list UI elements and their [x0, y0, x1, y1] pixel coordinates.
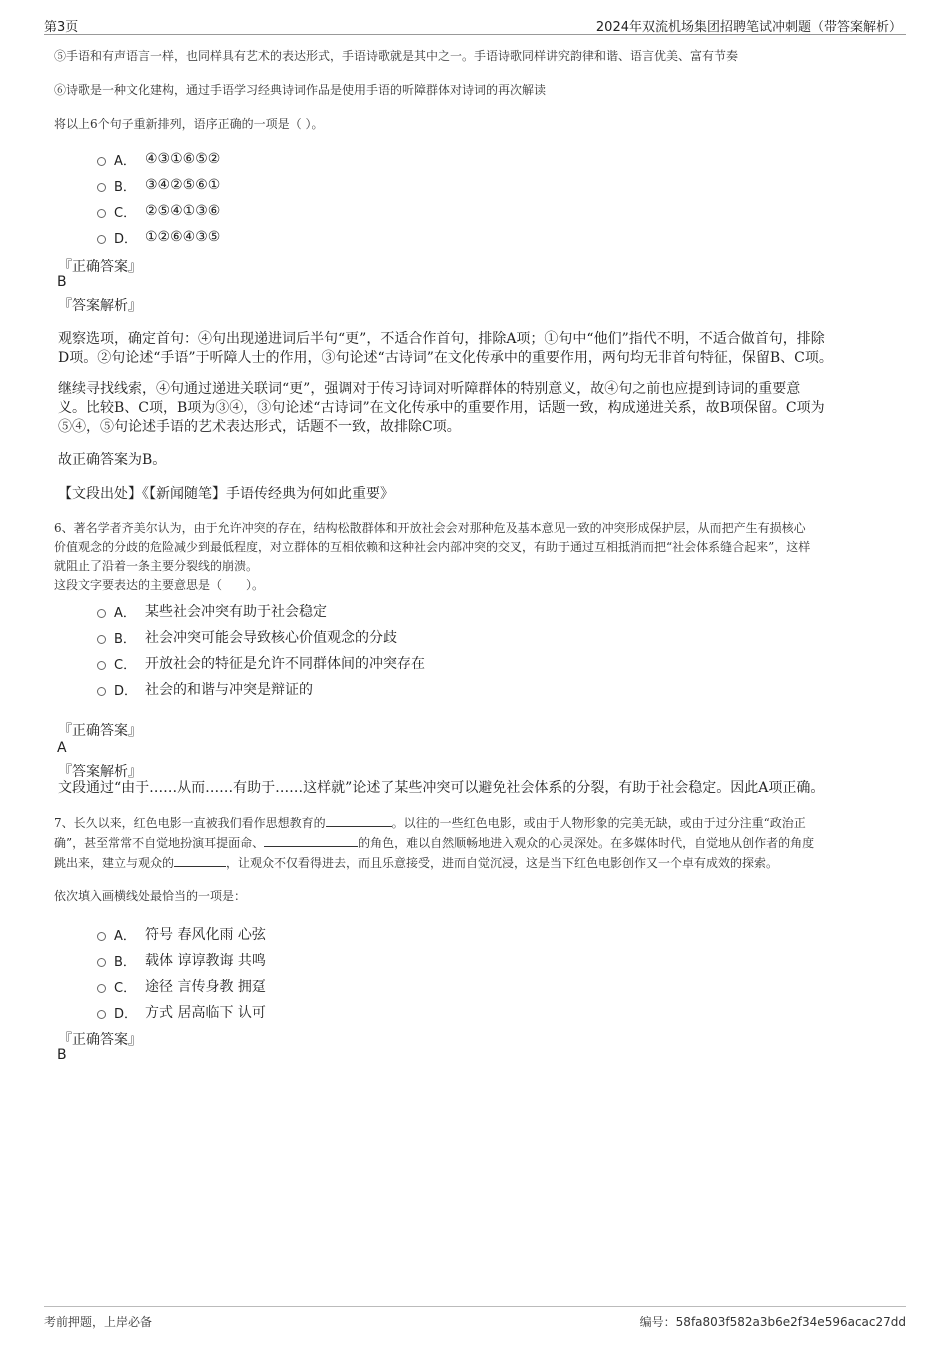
q6-analysis-label: 『答案解析』	[58, 764, 142, 780]
q5-option-c[interactable]	[97, 198, 220, 224]
q7-prompt: 依次填入画横线处最恰当的一项是：	[54, 889, 247, 903]
q7-answer: B	[57, 1047, 67, 1063]
q5-analysis-paragraph-1	[58, 330, 898, 368]
q5-option-d[interactable]	[97, 224, 220, 250]
q7-stem	[54, 813, 902, 873]
radio-icon[interactable]	[97, 235, 106, 244]
radio-icon[interactable]	[97, 958, 106, 967]
code-label: 编号：	[639, 1315, 676, 1329]
q7-option-b[interactable]	[97, 947, 266, 973]
option-text: ④③①⑥⑤②	[145, 151, 221, 167]
text-line: ⑤④，⑤句论述手语的艺术表达形式，话题不一致，故排除C项。	[58, 419, 461, 435]
q5-analysis-paragraph-2	[58, 380, 898, 437]
text-line: 义。比较B、C项，B项为③④，③句论述“古诗词”在文化传承中的重要作用，话题一致，构成递进关系，故B项保留。C项为	[58, 400, 825, 416]
option-letter: B．	[114, 631, 136, 647]
q7-answer-label: 『正确答案』	[58, 1032, 142, 1048]
q6-options	[97, 598, 425, 702]
option-text: ①②⑥④③⑤	[145, 229, 221, 245]
option-text: 方式 居高临下 认可	[145, 1005, 266, 1021]
text-segment: 的角色，难以自然顺畅地进入观众的心灵深处。在多媒体时代，自觉地从创作者的角度	[358, 836, 815, 850]
radio-icon[interactable]	[97, 1010, 106, 1019]
option-text: 社会冲突可能会导致核心价值观念的分歧	[145, 630, 397, 646]
option-text: 载体 谆谆教诲 共鸣	[145, 953, 266, 969]
text-line	[54, 853, 902, 873]
option-letter: B．	[114, 179, 136, 195]
q6-option-b[interactable]	[97, 624, 425, 650]
fill-blank-1	[326, 813, 392, 827]
option-letter: C．	[114, 980, 137, 996]
option-letter: D．	[114, 231, 138, 247]
document-title: 2024年双流机场集团招聘笔试冲刺题（带答案解析）	[595, 20, 902, 35]
q5-options	[97, 146, 220, 250]
q5-analysis-label: 『答案解析』	[58, 298, 142, 314]
option-letter: A．	[114, 928, 136, 944]
radio-icon[interactable]	[97, 157, 106, 166]
q5-option-b[interactable]	[97, 172, 220, 198]
page-footer	[44, 1306, 906, 1329]
footer-slogan: 考前押题，上岸必备	[44, 1315, 153, 1329]
document-code	[640, 1313, 906, 1330]
radio-icon[interactable]	[97, 609, 106, 618]
q5-answer-label: 『正确答案』	[58, 259, 142, 275]
q5-sentence-6: ⑥诗歌是一种文化建构，通过手语学习经典诗词作品是使用手语的听障群体对诗词的再次解读	[54, 83, 547, 97]
q6-option-d[interactable]	[97, 676, 425, 702]
q6-analysis: 文段通过“由于……从而……有助于……这样就”论述了某些冲突可以避免社会体系的分裂，有助于社会稳定。因此A项正确。	[58, 780, 825, 796]
text-line: 价值观念的分歧的危险减少到最低程度，对立群体的互相依赖和这种社会内部冲突的交叉，有助于通过互相抵消而把“社会体系缝合起来”，这样	[54, 540, 811, 554]
radio-icon[interactable]	[97, 984, 106, 993]
radio-icon[interactable]	[97, 661, 106, 670]
q5-sentence-5: ⑤手语和有声语言一样，也同样具有艺术的表达形式，手语诗歌就是其中之一。手语诗歌同样讲究韵律和谐、语言优美、富有节奏	[54, 49, 739, 63]
text-line: 继续寻找线索，④句通过递进关联词“更”，强调对于传习诗词对听障群体的特别意义，故④句之前也应提到诗词的重要意	[58, 381, 801, 397]
text-segment: ，让观众不仅看得进去，而且乐意接受，进而自觉沉浸，这是当下红色电影创作又一个卓有成效的探索。	[226, 856, 779, 870]
option-text: ③④②⑤⑥①	[145, 177, 221, 193]
q7-option-d[interactable]	[97, 999, 266, 1025]
option-letter: C．	[114, 657, 137, 673]
option-letter: B．	[114, 954, 136, 970]
option-letter: A．	[114, 153, 136, 169]
fill-blank-2	[264, 833, 358, 847]
code-value: 58fa803f582a3b6e2f34e596acac27dd	[675, 1315, 906, 1329]
text-line	[54, 833, 902, 853]
option-text: 符号 春风化雨 心弦	[145, 927, 266, 943]
fill-blank-3	[174, 853, 226, 867]
text-line	[54, 813, 902, 833]
text-line: 就阻止了沿着一条主要分裂线的崩溃。	[54, 559, 259, 573]
text-segment: 确”，甚至常常不自觉地扮演耳提面命、	[54, 836, 265, 850]
option-text: 社会的和谐与冲突是辩证的	[145, 682, 313, 698]
q5-prompt: 将以上6个句子重新排列，语序正确的一项是（ ）。	[54, 117, 324, 131]
text-segment: 7、长久以来，红色电影一直被我们看作思想教育的	[54, 816, 326, 830]
option-letter: C．	[114, 205, 137, 221]
radio-icon[interactable]	[97, 209, 106, 218]
option-text: 途径 言传身教 拥趸	[145, 979, 266, 995]
q7-option-c[interactable]	[97, 973, 266, 999]
page-header	[44, 14, 906, 35]
text-segment: 跳出来，建立与观众的	[54, 856, 175, 870]
page-number: 第3页	[44, 20, 79, 35]
radio-icon[interactable]	[97, 183, 106, 192]
q5-source: 【文段出处】《【新闻随笔】手语传经典为何如此重要》	[58, 486, 394, 502]
q6-option-a[interactable]	[97, 598, 425, 624]
option-text: 开放社会的特征是允许不同群体间的冲突存在	[145, 656, 425, 672]
q5-option-a[interactable]	[97, 146, 220, 172]
option-letter: A．	[114, 605, 136, 621]
q6-prompt: 这段文字要表达的主要意思是（ ）。	[54, 578, 265, 592]
text-line: 观察选项，确定首句：④句出现递进词后半句“更”，不适合作首句，排除A项；①句中“他们”指代不明，不适合做首句，排除	[58, 331, 825, 347]
text-segment: 。以往的一些红色电影，或由于人物形象的完美无缺，或由于过分注重“政治正	[391, 816, 806, 830]
text-line: 6、著名学者齐美尔认为，由于允许冲突的存在，结构松散群体和开放社会会对那种危及基本意见一致的冲突形成保护层，从而把产生有损核心	[54, 521, 806, 535]
q7-options	[97, 921, 266, 1025]
q5-answer: B	[57, 274, 67, 290]
q6-answer: A	[57, 740, 67, 756]
radio-icon[interactable]	[97, 687, 106, 696]
q6-answer-label: 『正确答案』	[58, 723, 142, 739]
q6-stem	[54, 519, 902, 595]
radio-icon[interactable]	[97, 932, 106, 941]
q6-option-c[interactable]	[97, 650, 425, 676]
q5-conclusion: 故正确答案为B。	[58, 452, 167, 468]
option-text: 某些社会冲突有助于社会稳定	[145, 604, 327, 620]
q7-option-a[interactable]	[97, 921, 266, 947]
text-line: D项。②句论述“手语”于听障人士的作用，③句论述“古诗词”在文化传承中的重要作用，两句均无非首句特征，保留B、C项。	[58, 350, 833, 366]
option-letter: D．	[114, 683, 138, 699]
radio-icon[interactable]	[97, 635, 106, 644]
option-letter: D．	[114, 1006, 138, 1022]
option-text: ②⑤④①③⑥	[145, 203, 221, 219]
